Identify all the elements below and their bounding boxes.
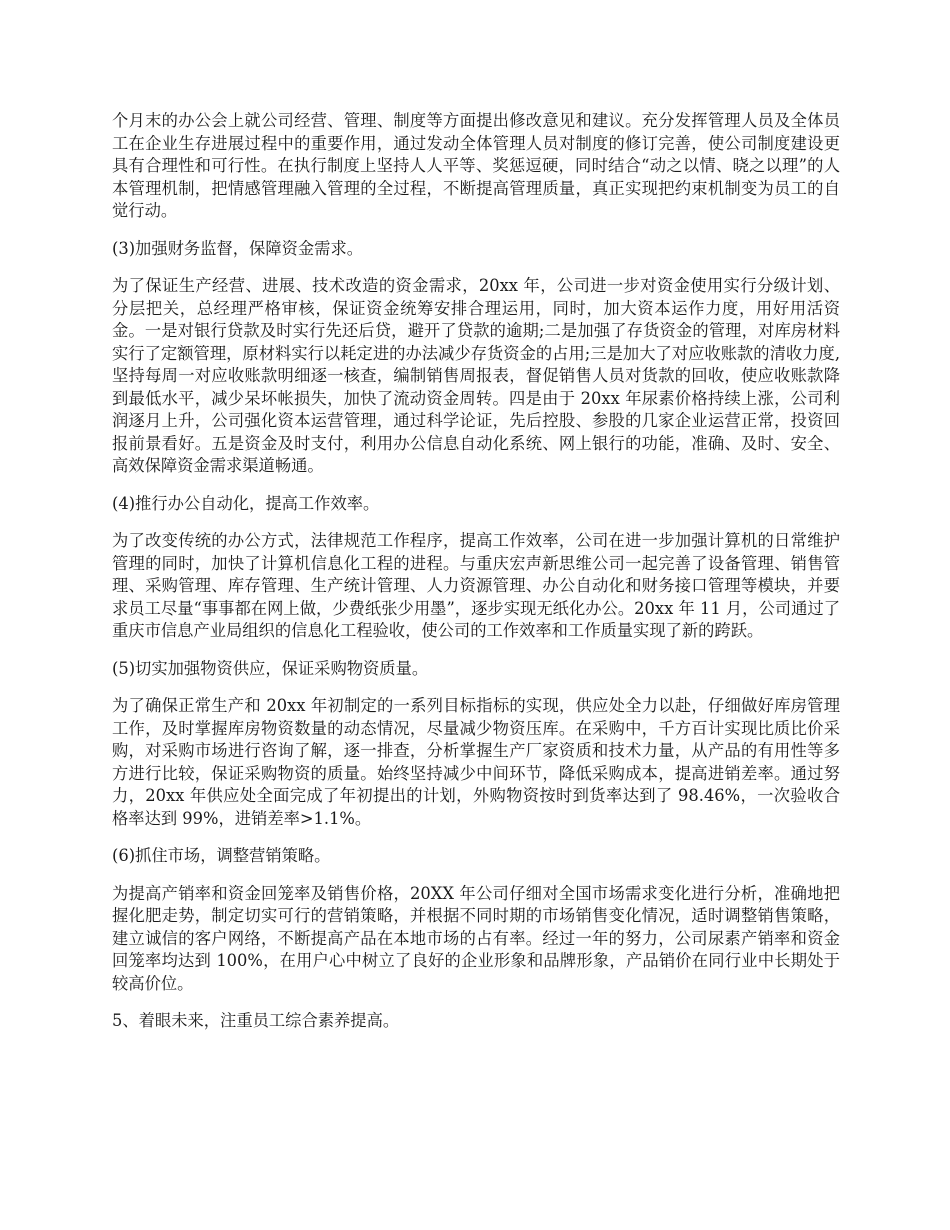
body-paragraph-finance: 为了保证生产经营、进展、技术改造的资金需求，20xx 年，公司进一步对资金使用实行分级计划、分层把关，总经理严格审核，保证资金统筹安排合理运用，同时，加大资本运作力度，用好用活资金。一是对银行贷款及时实行先还后贷，避开了贷款的逾期;二是加强了存货资金的管理，对库房材料实行了定额管理，原材料实行以耗定进的办法减少存货资金的占用;三是加大了对应收账款的清收力度,坚持每周一对应收账款明细逐一核查，编制销售周报表，督促销售人员对货款的回收，使应收账款降到最低水平，减少呆坏帐损失，加快了流动资金周转。四是由于 20xx 年尿素价格持续上涨，公司利润逐月上升，公司强化资本运营管理，通过科学论证，先后控股、参股的几家企业运营正常，投资回报前景看好。五是资金及时支付，利用办公信息自动化系统、网上银行的功能，准确、及时、安全、高效保障资金需求渠道畅通。: [112, 276, 840, 475]
section-heading-employee-quality: 5、着眼未来，注重员工综合素养提高。: [112, 1011, 400, 1030]
document-page: [112, 110, 840, 1048]
body-paragraph-office-automation: 为了改变传统的办公方式，法律规范工作程序，提高工作效率，公司在进一步加强计算机的日常维护管理的同时，加快了计算机信息化工程的进程。与重庆宏声新思维公司一起完善了设备管理、销售管理、采购管理、库存管理、生产统计管理、人力资源管理、办公自动化和财务接口管理等模块，并要求员工尽量“事事都在网上做，少费纸张少用墨”，逐步实现无纸化办公。20xx 年 11 月，公司通过了重庆市信息产业局组织的信息化工程验收，使公司的工作效率和工作质量实现了新的跨跃。: [112, 531, 840, 640]
section-heading-supply: (5)切实加强物资供应，保证采购物资质量。: [112, 658, 429, 678]
section-heading-finance: (3)加强财务监督，保障资金需求。: [112, 238, 364, 258]
body-paragraph-supply: 为了确保正常生产和 20xx 年初制定的一系列目标指标的实现，供应处全力以赴，仔细做好库房管理工作，及时掌握库房物资数量的动态情况，尽量减少物资压库。在采购中，千方百计实现比质比价采购，对采购市场进行咨询了解，逐一排查，分析掌握生产厂家资质和技术力量，从产品的有用性等多方进行比较，保证采购物资的质量。始终坚持减少中间环节，降低采购成本，提高进销差率。通过努力，20xx 年供应处全面完成了年初提出的计划，外购物资按时到货率达到了 98.46%，一次验收合格率达到 99%，进销差率>1.1%。: [112, 696, 840, 828]
section-heading-office-automation: (4)推行办公自动化，提高工作效率。: [112, 493, 380, 513]
body-paragraph-marketing: 为提高产销率和资金回笼率及销售价格，20XX 年公司仔细对全国市场需求变化进行分析，准确地把握化肥走势，制定切实可行的营销策略，并根据不同时期的市场销售变化情况，适时调整销售策略，建立诚信的客户网络，不断提高产品在本地市场的占有率。经过一年的努力，公司尿素产销率和资金回笼率均达到 100%，在用户心中树立了良好的企业形象和品牌形象，产品销价在同行业中长期处于较高价位。: [112, 883, 840, 993]
section-heading-marketing: (6)抓住市场，调整营销策略。: [112, 846, 331, 865]
body-paragraph-management-system: 个月末的办公会上就公司经营、管理、制度等方面提出修改意见和建议。充分发挥管理人员及全体员工在企业生存进展过程中的重要作用，通过发动全体管理人员对制度的修订完善，使公司制度建设更具有合理性和可行性。在执行制度上坚持人人平等、奖惩逗硬，同时结合“动之以情、晓之以理”的人本管理机制，把情感管理融入管理的全过程，不断提高管理质量，真正实现把约束机制变为员工的自觉行动。: [112, 111, 840, 220]
